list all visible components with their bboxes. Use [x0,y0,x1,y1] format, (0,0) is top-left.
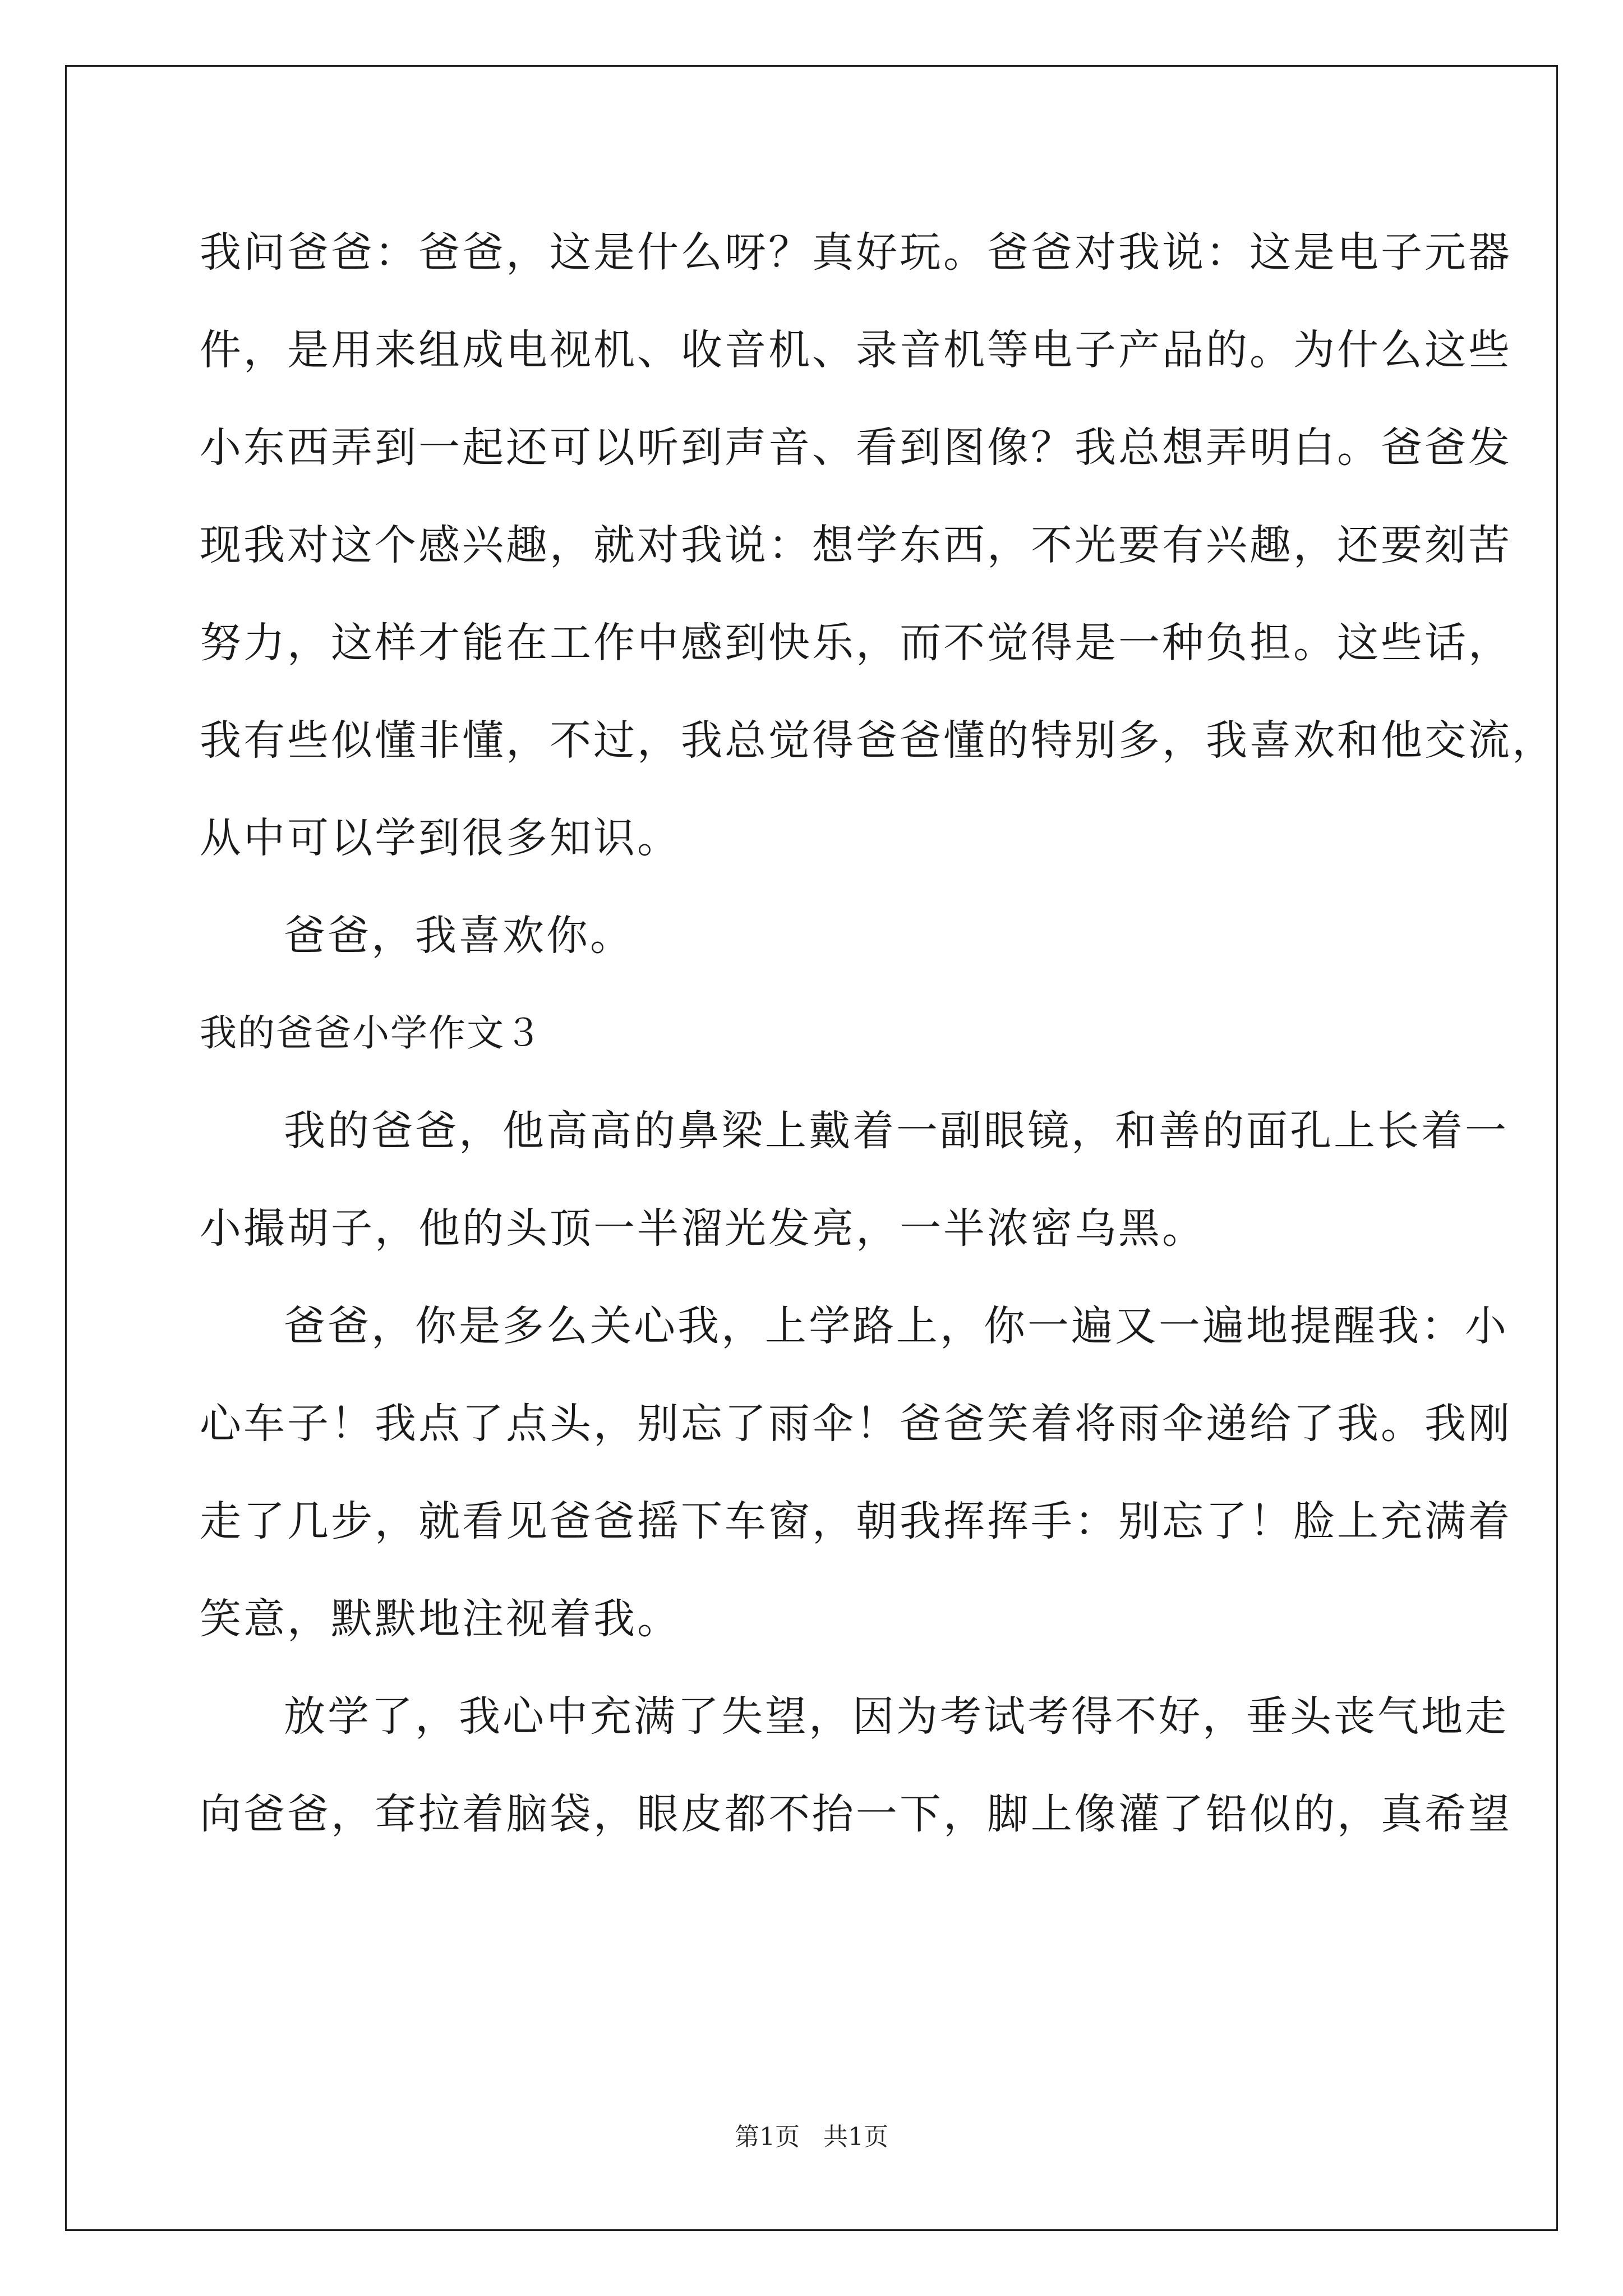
text-line: 向爸爸，耷拉着脑袋，眼皮都不抬一下，脚上像灌了铅似的，真希望 [200,1790,1512,1838]
text-line: 从中可以学到很多知识。 [200,814,681,862]
text-line: 现我对这个感兴趣，就对我说：想学东西，不光要有兴趣，还要刻苦 [200,521,1512,569]
text-line: 爸爸，你是多么关心我，上学路上，你一遍又一遍地提醒我：小 [284,1302,1509,1350]
text-line: 我有些似懂非懂，不过，我总觉得爸爸懂的特别多，我喜欢和他交流， [200,716,1556,765]
text-line: 我问爸爸：爸爸，这是什么呀？真好玩。爸爸对我说：这是电子元器 [200,228,1512,277]
page-number: 第1页 [735,2123,800,2151]
text-line: 努力，这样才能在工作中感到快乐，而不觉得是一种负担。这些话， [200,619,1512,667]
text-line: 我的爸爸，他高高的鼻梁上戴着一副眼镜，和善的面孔上长着一 [284,1107,1509,1155]
text-line: 小东西弄到一起还可以听到声音、看到图像？我总想弄明白。爸爸发 [200,424,1512,472]
page-total: 共1页 [823,2123,888,2151]
text-line: 笑意，默默地注视着我。 [200,1595,681,1643]
text-line: 走了几步，就看见爸爸摇下车窗，朝我挥挥手：别忘了！脸上充满着 [200,1497,1512,1545]
page-footer [0,2120,1623,2154]
text-line: 件，是用来组成电视机、收音机、录音机等电子产品的。为什么这些 [200,326,1512,374]
section-heading: 我的爸爸小学作文３ [200,1011,543,1055]
text-line: 爸爸，我喜欢你。 [284,912,634,960]
text-line: 放学了，我心中充满了失望，因为考试考得不好，垂头丧气地走 [284,1692,1509,1741]
text-line: 心车子！我点了点头，别忘了雨伞！爸爸笑着将雨伞递给了我。我刚 [200,1400,1512,1448]
text-line: 小撮胡子，他的头顶一半溜光发亮，一半浓密乌黑。 [200,1204,1206,1253]
